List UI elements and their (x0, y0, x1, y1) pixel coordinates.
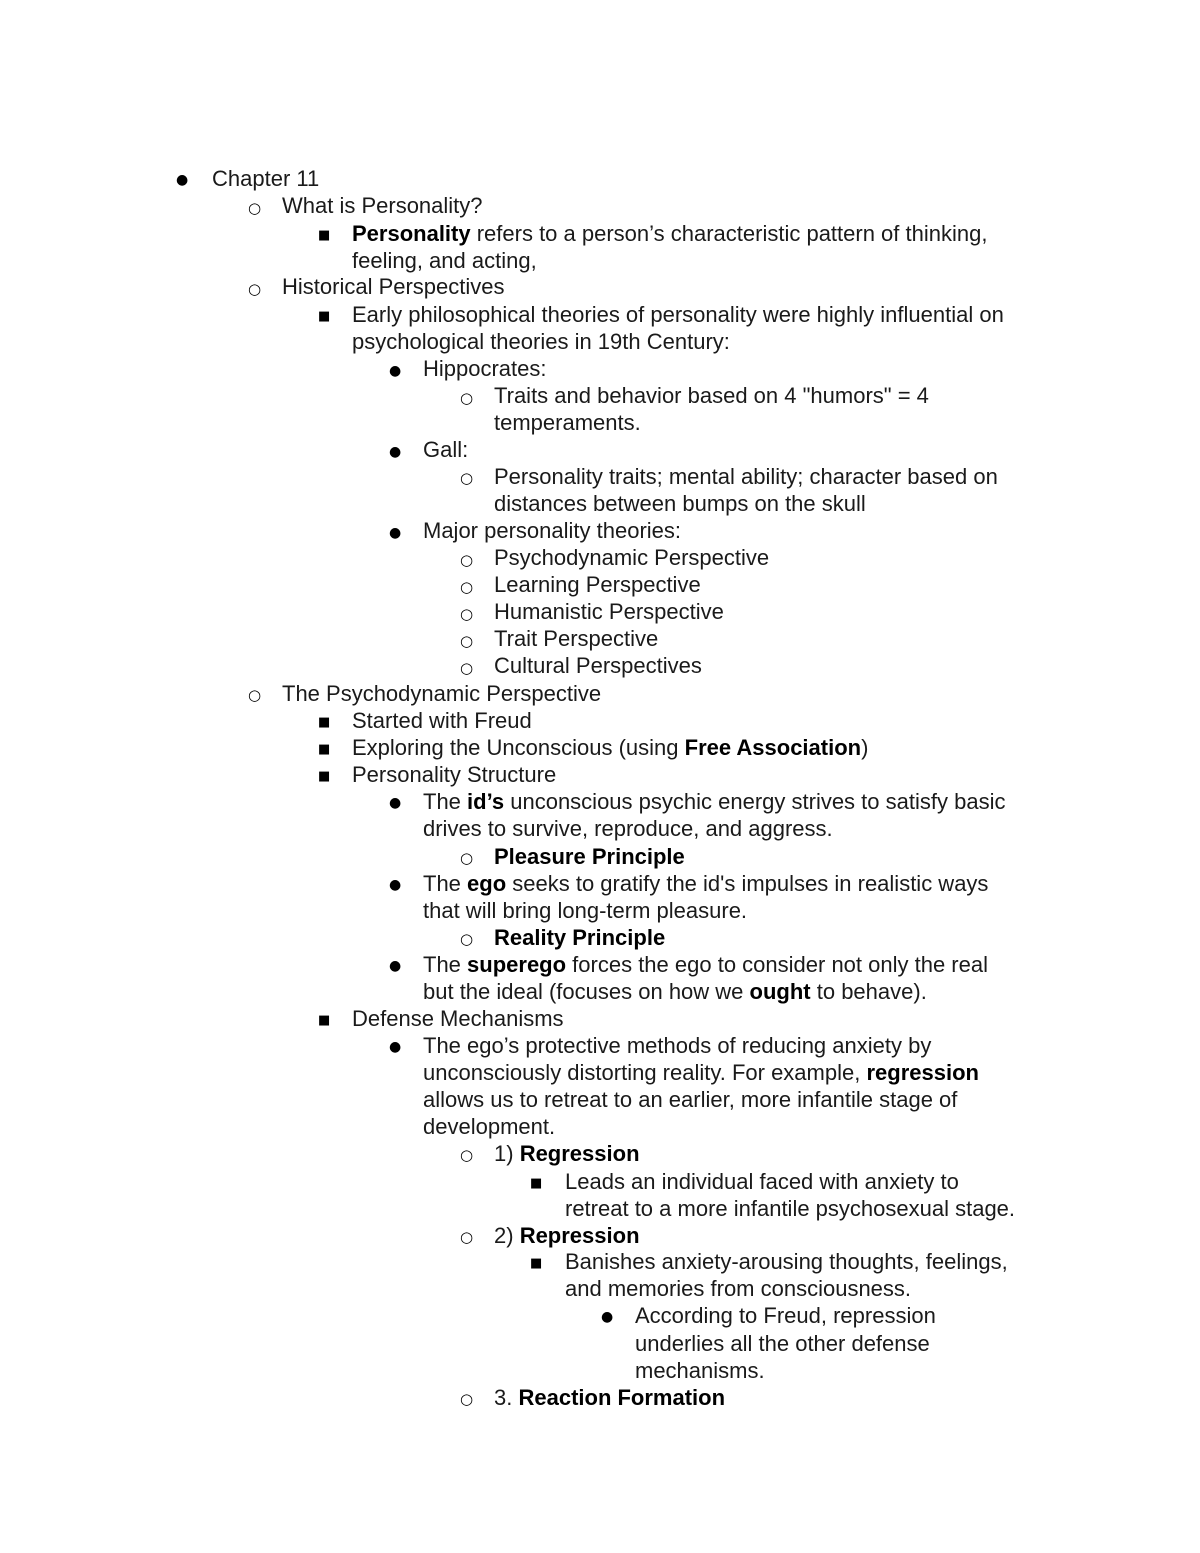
item-text: but the ideal (focuses on how we (423, 979, 750, 1004)
bold-term: ought (749, 979, 811, 1004)
item-text: The (423, 789, 468, 814)
bold-term: id’s (467, 789, 505, 814)
bullet-dot: ● (389, 1039, 402, 1055)
item-text: underlies all the other defense (635, 1331, 930, 1356)
outline-item (423, 870, 988, 897)
bullet-dot: ● (389, 363, 402, 379)
outline-item (423, 1032, 931, 1059)
bold-term: Free Association (684, 735, 862, 760)
bold-term: Personality (352, 221, 471, 246)
item-text: Humanistic Perspective (494, 599, 724, 624)
outline-item-chapter (212, 165, 319, 192)
bullet-circle: ○ (460, 578, 474, 596)
outline-item (423, 788, 1005, 815)
item-text: and memories from consciousness. (565, 1276, 912, 1301)
outline-item-continuation (423, 815, 833, 842)
outline-item (494, 924, 665, 951)
outline-item (494, 463, 998, 490)
item-text: Started with Freud (352, 708, 532, 733)
outline-item (423, 517, 681, 544)
outline-item (352, 734, 868, 761)
outline-item-continuation (423, 1086, 957, 1113)
bullet-square: ■ (530, 1176, 543, 1191)
outline-item-continuation (565, 1195, 1015, 1222)
outline-item (494, 843, 685, 870)
outline-item (423, 951, 988, 978)
item-text: 2) (494, 1223, 520, 1248)
bullet-dot: ● (601, 1309, 614, 1325)
bullet-dot: ● (389, 795, 402, 811)
outline-item (494, 1384, 725, 1411)
outline-item-continuation (423, 897, 747, 924)
bullet-dot: ● (389, 525, 402, 541)
item-text: Cultural Perspectives (494, 653, 702, 678)
item-text: development. (423, 1114, 556, 1139)
item-text: retreat to a more infantile psychosexual stage. (565, 1196, 1016, 1221)
item-text: What is Personality? (282, 193, 483, 218)
outline-item-heading (282, 192, 483, 219)
bullet-circle: ○ (460, 1228, 474, 1246)
bullet-circle: ○ (460, 930, 474, 948)
item-text: refers to a person’s characteristic pattern of thinking, (470, 221, 988, 246)
bold-term: superego (467, 952, 567, 977)
bold-term: regression (866, 1060, 979, 1085)
item-text: ) (861, 735, 869, 760)
outline-item-continuation (423, 978, 927, 1005)
item-text: Psychodynamic Perspective (494, 545, 770, 570)
bold-term: Reality Principle (494, 925, 666, 950)
bullet-circle: ○ (460, 1390, 474, 1408)
item-text: feeling, and acting, (352, 248, 537, 273)
item-text: According to Freud, repression (635, 1303, 936, 1328)
outline-item-continuation (352, 247, 537, 274)
item-text: to behave). (810, 979, 927, 1004)
outline-item-heading (282, 680, 601, 707)
bullet-circle: ○ (460, 389, 474, 407)
item-text: Major personality theories: (423, 518, 682, 543)
outline-item (494, 625, 658, 652)
bullet-circle: ○ (460, 1146, 474, 1164)
bold-term: Regression (519, 1141, 640, 1166)
bullet-square: ■ (318, 1013, 331, 1028)
bullet-circle: ○ (248, 199, 262, 217)
outline-item (494, 598, 724, 625)
bullet-dot: ● (176, 172, 189, 188)
outline-item (494, 1140, 640, 1167)
outline-item (565, 1168, 959, 1195)
item-text: allows us to retreat to an earlier, more infantile stage of (423, 1087, 958, 1112)
bullet-circle: ○ (460, 469, 474, 487)
item-text: Historical Perspectives (282, 274, 505, 299)
bullet-circle: ○ (460, 632, 474, 650)
bullet-square: ■ (318, 715, 331, 730)
bullet-square: ■ (318, 742, 331, 757)
outline-item (494, 571, 701, 598)
outline-item (565, 1248, 1008, 1275)
item-text: forces the ego to consider not only the real (566, 952, 988, 977)
item-text: Gall: (423, 437, 469, 462)
bold-term: Pleasure Principle (494, 844, 685, 869)
item-text: Hippocrates: (423, 356, 547, 381)
item-text: temperaments. (494, 410, 641, 435)
item-text: unconscious psychic energy strives to satisfy basic (504, 789, 1006, 814)
outline-item (423, 355, 547, 382)
item-text: Traits and behavior based on 4 "humors" = 4 (494, 383, 929, 408)
bullet-square: ■ (318, 769, 331, 784)
item-text: psychological theories in 19th Century: (352, 329, 730, 354)
outline-item-continuation (494, 409, 641, 436)
bullet-circle: ○ (248, 280, 262, 298)
bullet-dot: ● (389, 958, 402, 974)
item-text: Personality traits; mental ability; character based on (494, 464, 998, 489)
bullet-square: ■ (318, 228, 331, 243)
bullet-circle: ○ (460, 551, 474, 569)
item-text: Early philosophical theories of personality were highly influential on (352, 302, 1004, 327)
outline-item-heading (282, 273, 505, 300)
item-text: 3. (494, 1385, 519, 1410)
item-text: Chapter 11 (212, 166, 320, 191)
item-text: Learning Perspective (494, 572, 701, 597)
outline-item-continuation (423, 1113, 555, 1140)
bullet-dot: ● (389, 877, 402, 893)
bullet-circle: ○ (460, 659, 474, 677)
item-text: The (423, 871, 468, 896)
item-text: Personality Structure (352, 762, 557, 787)
item-text: drives to survive, reproduce, and aggress. (423, 816, 833, 841)
bullet-dot: ● (389, 444, 402, 460)
item-text: Trait Perspective (494, 626, 659, 651)
outline-item-continuation (565, 1275, 911, 1302)
outline-item-continuation (635, 1330, 930, 1357)
item-text: Exploring the Unconscious (using (352, 735, 685, 760)
outline-item (352, 220, 987, 247)
outline-item (494, 652, 702, 679)
outline-item-continuation (494, 490, 866, 517)
item-text: Leads an individual faced with anxiety to (565, 1169, 959, 1194)
bold-term: Reaction Formation (518, 1385, 726, 1410)
outline-item-continuation (352, 328, 730, 355)
bullet-square: ■ (318, 309, 331, 324)
item-text: seeks to gratify the id's impulses in realistic ways (506, 871, 989, 896)
item-text: that will bring long-term pleasure. (423, 898, 748, 923)
item-text: The Psychodynamic Perspective (282, 681, 602, 706)
bullet-circle: ○ (460, 605, 474, 623)
item-text: 1) (494, 1141, 520, 1166)
outline-item (494, 544, 769, 571)
outline-item (635, 1302, 936, 1329)
item-text: The ego’s protective methods of reducing anxiety by (423, 1033, 932, 1058)
outline-item (352, 761, 556, 788)
bullet-square: ■ (530, 1256, 543, 1271)
outline-item (494, 382, 929, 409)
outline-item (352, 301, 1004, 328)
item-text: mechanisms. (635, 1358, 765, 1383)
outline-item-continuation (423, 1059, 979, 1086)
bold-term: ego (467, 871, 507, 896)
item-text: The (423, 952, 468, 977)
outline-item (352, 1005, 564, 1032)
outline-item (423, 436, 468, 463)
bullet-circle: ○ (248, 686, 262, 704)
outline-item-continuation (635, 1357, 765, 1384)
bold-term: Repression (519, 1223, 640, 1248)
item-text: Defense Mechanisms (352, 1006, 564, 1031)
item-text: unconsciously distorting reality. For example, (423, 1060, 867, 1085)
bullet-circle: ○ (460, 849, 474, 867)
outline-item (494, 1222, 640, 1249)
outline-item (352, 707, 532, 734)
item-text: Banishes anxiety-arousing thoughts, feelings, (565, 1249, 1008, 1274)
item-text: distances between bumps on the skull (494, 491, 866, 516)
